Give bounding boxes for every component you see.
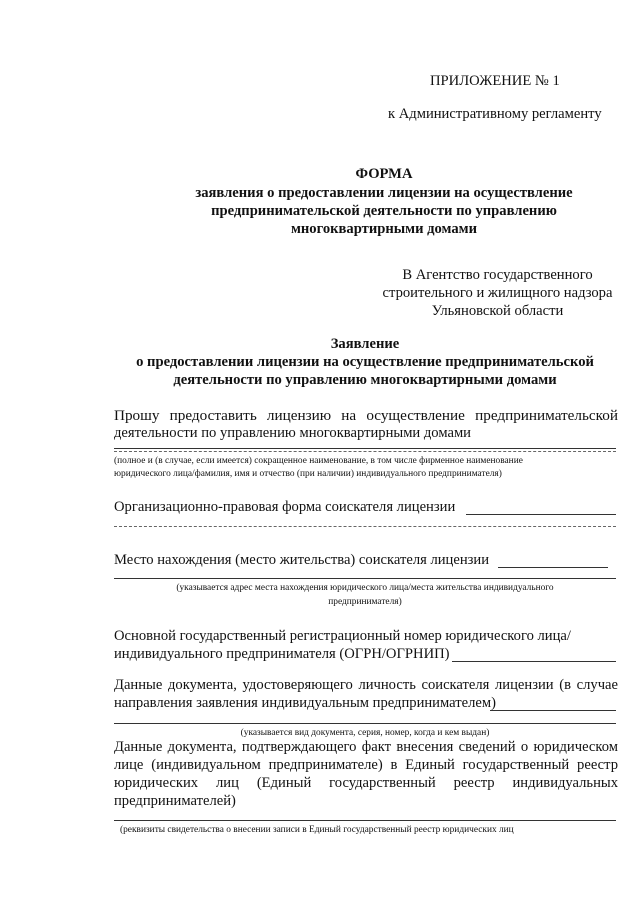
application-title-line: деятельности по управлению многоквартирными домами bbox=[173, 372, 557, 388]
registry-doc-label: лице (индивидуальном предпринимателе) в Единый государственный реестр bbox=[114, 757, 618, 773]
request-text-line: деятельности по управлению многоквартирными домами bbox=[114, 425, 471, 441]
application-title-line: о предоставлении лицензии на осуществление предпринимательской bbox=[136, 354, 594, 370]
hint-text: предпринимателя) bbox=[328, 597, 402, 607]
hint-text: юридического лица/фамилия, имя и отчество (при наличии) индивидуального предпринимателя) bbox=[114, 469, 502, 479]
identity-doc-label: Данные документа, удостоверяющего личность соискателя лицензии (в случае bbox=[114, 677, 618, 693]
form-title-word: ФОРМА bbox=[355, 166, 413, 182]
appendix-number: ПРИЛОЖЕНИЕ № 1 bbox=[430, 73, 560, 89]
fill-line[interactable] bbox=[114, 526, 616, 527]
addressee-line: строительного и жилищного надзора bbox=[382, 285, 613, 301]
location-label: Место нахождения (место жительства) соискателя лицензии bbox=[114, 552, 490, 568]
registry-doc-label: юридических лиц (Единый государственный реестр индивидуальных bbox=[114, 775, 618, 791]
ogrn-label: индивидуального предпринимателя (ОГРН/ОГРНИП) bbox=[114, 646, 450, 662]
addressee-line: В Агентство государственного bbox=[402, 267, 593, 283]
regulation-reference: к Административному регламенту bbox=[388, 106, 602, 122]
identity-doc-label: направления заявления индивидуальным предпринимателем) bbox=[114, 695, 496, 711]
location-field[interactable] bbox=[498, 567, 608, 568]
fill-line[interactable] bbox=[114, 723, 616, 724]
form-title-line: заявления о предоставлении лицензии на осуществление bbox=[195, 185, 573, 201]
application-title-word: Заявление bbox=[330, 336, 400, 352]
hint-text: (реквизиты свидетельства о внесении записи в Единый государственный реестр юридических лиц bbox=[120, 825, 514, 835]
identity-doc-field[interactable] bbox=[490, 710, 616, 711]
hint-text: (полное и (в случае, если имеется) сокращенное наименование, в том числе фирменное наименование bbox=[114, 456, 523, 466]
request-text-line: Прошу предоставить лицензию на осуществление предпринимательской bbox=[114, 407, 618, 424]
org-form-field[interactable] bbox=[466, 514, 616, 515]
registry-doc-label: Данные документа, подтверждающего факт внесения сведений о юридическом bbox=[114, 739, 618, 755]
form-title-line: предпринимательской деятельности по управлению bbox=[211, 203, 557, 219]
addressee-line: Ульяновской области bbox=[431, 303, 564, 319]
hint-text: (указывается вид документа, серия, номер, когда и кем выдан) bbox=[240, 728, 490, 738]
registry-doc-label: предпринимателей) bbox=[114, 793, 236, 809]
ogrn-field[interactable] bbox=[452, 661, 616, 662]
fill-line bbox=[114, 451, 616, 452]
fill-line bbox=[114, 448, 616, 449]
fill-line[interactable] bbox=[114, 820, 616, 821]
form-title-line: многоквартирными домами bbox=[290, 221, 478, 237]
ogrn-label: Основной государственный регистрационный номер юридического лица/ bbox=[114, 628, 571, 644]
fill-line[interactable] bbox=[114, 578, 616, 579]
hint-text: (указывается адрес места нахождения юридического лица/места жительства индивидуального bbox=[176, 583, 554, 593]
org-form-label: Организационно-правовая форма соискателя лицензии bbox=[114, 499, 456, 515]
